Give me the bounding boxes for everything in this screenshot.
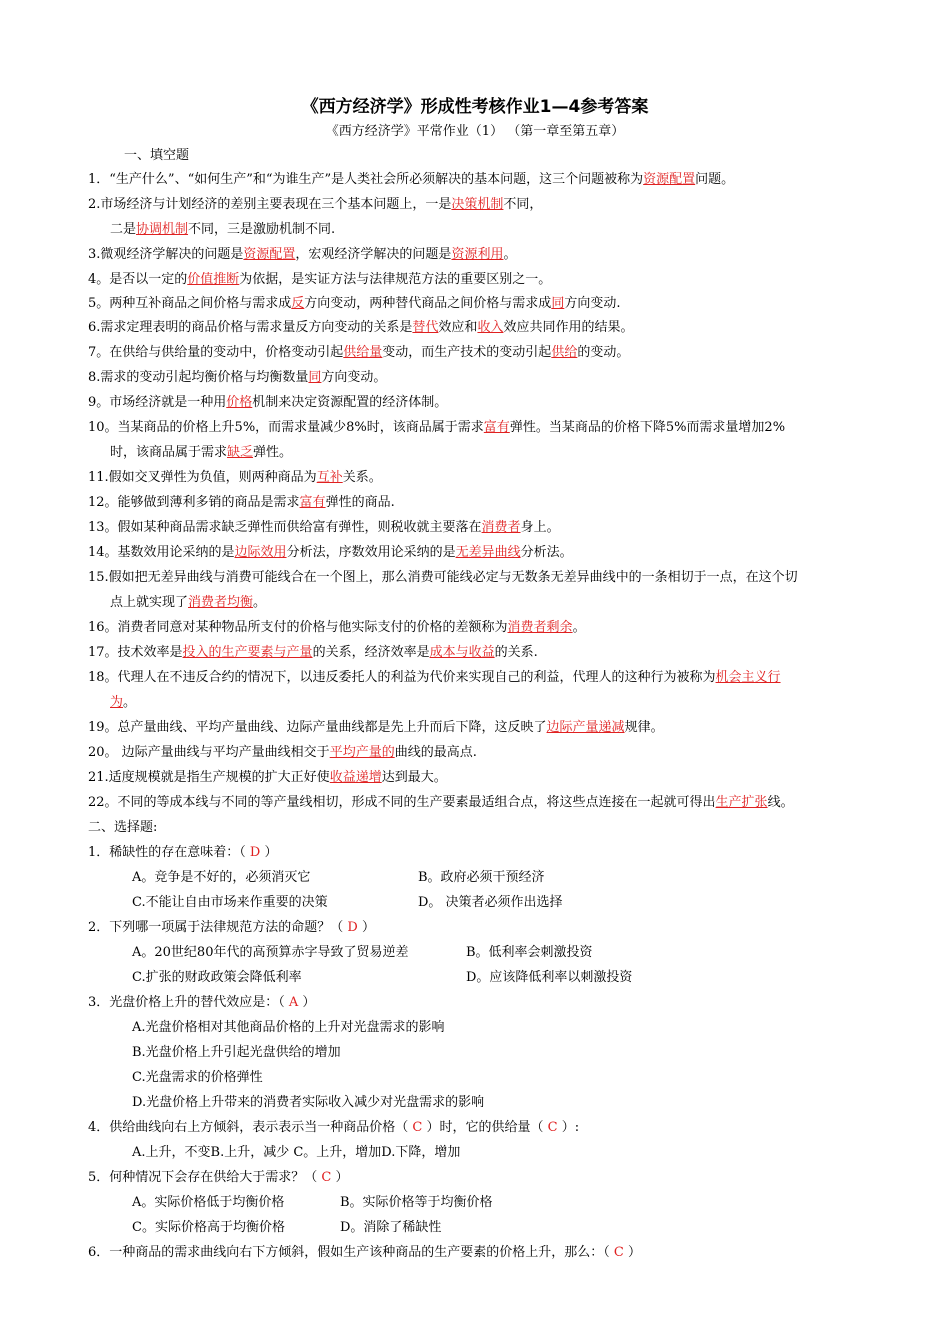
answer-fill: 无差异曲线 [455, 545, 521, 560]
option-right [340, 1218, 441, 1238]
text-segment: D。消除了稀缺性 [340, 1220, 442, 1235]
text-line [132, 1218, 285, 1238]
option-right [418, 893, 563, 913]
text-segment: 时，该商品属于需求 [110, 445, 228, 460]
text-segment: 的变动。 [577, 345, 630, 360]
text-line [124, 146, 189, 166]
text-segment: 身上。 [520, 520, 560, 535]
answer-choice: C [321, 1170, 332, 1185]
text-segment: 10。当某商品的价格上升5%，而需求量减少8%时，该商品属于需求 [88, 420, 484, 435]
text-line [88, 318, 633, 338]
text-line [88, 368, 386, 388]
text-line [88, 818, 157, 838]
text-segment: 达到最大。 [381, 770, 447, 785]
text-segment: 16。消费者同意对某种物品所支付的价格与他实际支付的价格的差额称为 [88, 620, 508, 635]
text-line [88, 668, 781, 688]
answer-fill: 消费者均衡 [188, 595, 254, 610]
text-segment: 21.适度规模就是指生产规模的扩大正好使 [88, 770, 330, 785]
option-right [466, 968, 632, 988]
answer-fill: 消费者剩余 [507, 620, 573, 635]
text-line [88, 1243, 641, 1263]
text-segment: 12。能够做到薄利多销的商品是需求 [88, 495, 300, 510]
text-line [88, 1168, 349, 1188]
text-segment: B。政府必须干预经济 [418, 870, 545, 885]
answer-fill: 替代 [412, 320, 439, 335]
answer-fill: 成本与收益 [429, 645, 495, 660]
text-segment: 13。假如某种商品需求缺乏弹性而供给富有弹性，则税收就主要落在 [88, 520, 482, 535]
text-line [88, 1118, 579, 1138]
answer-fill: 同 [551, 296, 565, 311]
text-segment: B。低利率会刺激投资 [466, 945, 593, 960]
text-segment: 。 [572, 620, 586, 635]
text-segment: 问题。 [695, 172, 735, 187]
text-segment: 2．下列哪一项属于法律规范方法的命题？（ [88, 920, 348, 935]
text-segment: 20。 边际产量曲线与平均产量曲线相交于 [88, 745, 330, 760]
text-segment: 弹性。 [253, 445, 293, 460]
text-segment: D。应该降低利率以刺激投资 [466, 970, 633, 985]
answer-fill: 富有 [299, 495, 326, 510]
text-segment: 4。是否以一定的 [88, 272, 188, 287]
text-segment: 5。两种互补商品之间价格与需求成 [88, 296, 292, 311]
text-line [110, 220, 335, 240]
text-line [110, 443, 292, 463]
text-segment: ） [331, 1170, 349, 1185]
text-segment: 分析法。 [520, 545, 573, 560]
text-segment: B。实际价格等于均衡价格 [340, 1195, 493, 1210]
text-segment: 17。技术效率是 [88, 645, 183, 660]
text-line [88, 418, 785, 438]
text-segment: ，宏观经济学解决的问题是 [295, 247, 452, 262]
text-line [110, 693, 136, 713]
text-line [88, 195, 542, 215]
text-segment: 14。基数效用论采纳的是 [88, 545, 235, 560]
answer-fill: 收入 [477, 320, 504, 335]
text-segment: 不同， [503, 197, 543, 212]
text-segment: 6．一种商品的需求曲线向右下方倾斜，假如生产该种商品的生产要素的价格上升，那么：（ [88, 1245, 614, 1260]
text-segment: B.光盘价格上升引起光盘供给的增加 [132, 1045, 341, 1060]
answer-fill: 价格 [226, 395, 253, 410]
text-line [88, 643, 538, 663]
doc-subtitle: 《西方经济学》平常作业（1） （第一章至第五章） [325, 124, 625, 139]
answer-fill: 消费者 [481, 520, 521, 535]
answer-choice: D [249, 845, 261, 860]
text-segment: ） [260, 845, 278, 860]
answer-choice: D [347, 920, 358, 935]
answer-fill: 机会主义行 [715, 670, 781, 685]
text-line [132, 1093, 484, 1113]
text-segment: 方向变动. [564, 296, 621, 311]
text-segment: 关系。 [342, 470, 382, 485]
answer-choice: C [412, 1120, 423, 1135]
answer-fill: 资源配置 [243, 247, 296, 262]
answer-fill: 同 [308, 370, 322, 385]
text-line [88, 568, 798, 588]
text-line [88, 793, 794, 813]
text-segment: 。 [253, 595, 267, 610]
text-line [88, 618, 586, 638]
text-line [88, 493, 395, 513]
answer-fill: 收益递增 [329, 770, 382, 785]
text-segment: 。 [503, 247, 517, 262]
text-segment: 为依据，是实证方法与法律规范方法的重要区别之一。 [239, 272, 552, 287]
text-segment: A.上升，不变B.上升，减少 C。上升，增加D.下降，增加 [132, 1145, 461, 1160]
answer-choice: C [613, 1245, 624, 1260]
answer-fill: 富有 [483, 420, 510, 435]
doc-title: 《西方经济学》形成性考核作业1—4参考答案 [301, 97, 649, 117]
text-line [88, 245, 516, 265]
answer-fill: 反 [291, 296, 305, 311]
answer-fill: 平均产量的 [329, 745, 395, 760]
answer-fill: 边际产量递减 [546, 720, 625, 735]
text-line [132, 943, 408, 963]
text-line [88, 468, 382, 488]
text-segment: 2.市场经济与计划经济的差别主要表现在三个基本问题上，一是 [88, 197, 452, 212]
text-segment: 不同，三是激励机制不同. [188, 222, 336, 237]
text-line [88, 170, 734, 190]
text-segment: 效应共同作用的结果。 [503, 320, 634, 335]
answer-choice: C [547, 1120, 558, 1135]
text-line [88, 743, 477, 763]
answer-fill: 缺乏 [227, 445, 254, 460]
text-segment: 8.需求的变动引起均衡价格与均衡数量 [88, 370, 309, 385]
text-segment: ）: [557, 1120, 580, 1135]
text-segment: 点上就实现了 [110, 595, 189, 610]
text-segment: 变动，而生产技术的变动引起 [382, 345, 552, 360]
text-segment: 曲线的最高点. [394, 745, 477, 760]
text-segment: C.扩张的财政政策会降低利率 [132, 970, 302, 985]
text-segment: 的关系，经济效率是 [312, 645, 430, 660]
text-segment: 线。 [767, 795, 794, 810]
text-line [88, 518, 560, 538]
text-segment: ）时，它的供给量（ [422, 1120, 548, 1135]
answer-fill: 投入的生产要素与产量 [182, 645, 313, 660]
answer-fill: 价值推断 [187, 272, 240, 287]
text-segment: D。 决策者必须作出选择 [418, 895, 563, 910]
text-segment: 1．“生产什么”、“如何生产”和“为谁生产”是人类社会所必须解决的基本问题，这三个问题被称为 [88, 172, 644, 187]
text-segment: C.光盘需求的价格弹性 [132, 1070, 263, 1085]
text-line [88, 918, 375, 938]
answer-fill: 决策机制 [451, 197, 504, 212]
text-segment: A。实际价格低于均衡价格 [132, 1195, 285, 1210]
text-segment: 二是 [110, 222, 137, 237]
answer-fill: 生产扩张 [715, 795, 768, 810]
option-right [418, 868, 545, 888]
text-segment: 。 [123, 695, 137, 710]
answer-fill: 协调机制 [136, 222, 189, 237]
text-segment: C。实际价格高于均衡价格 [132, 1220, 285, 1235]
text-segment: 11.假如交叉弹性为负值，则两种商品为 [88, 470, 317, 485]
text-segment: 4．供给曲线向右上方倾斜，表示表示当一种商品价格（ [88, 1120, 413, 1135]
text-segment: A.光盘价格相对其他商品价格的上升对光盘需求的影响 [132, 1020, 445, 1035]
text-line [88, 393, 447, 413]
text-segment: A。竞争是不好的，必须消灭它 [132, 870, 311, 885]
text-line [88, 294, 620, 314]
text-line [132, 868, 310, 888]
text-line [88, 718, 664, 738]
text-line [88, 993, 315, 1013]
text-segment: 3.微观经济学解决的问题是 [88, 247, 244, 262]
text-segment: 方向变动，两种替代商品之间价格与需求成 [304, 296, 552, 311]
text-segment: 一、填空题 [124, 148, 190, 163]
text-line [132, 1018, 445, 1038]
answer-fill: 边际效用 [234, 545, 287, 560]
text-segment: 22。不同的等成本线与不同的等产量线相切，形成不同的生产要素最适组合点，将这些点连接在一起就可得出 [88, 795, 716, 810]
text-segment: 18。代理人在不违反合约的情况下，以违反委托人的利益为代价来实现自己的利益，代理人的这种行为被称为 [88, 670, 716, 685]
text-line [132, 1043, 341, 1063]
answer-fill: 为 [110, 695, 124, 710]
text-segment: 机制来决定资源配置的经济体制。 [252, 395, 448, 410]
text-line [132, 1068, 263, 1088]
text-segment: D.光盘价格上升带来的消费者实际收入减少对光盘需求的影响 [132, 1095, 485, 1110]
text-segment: 方向变动。 [321, 370, 387, 385]
text-segment: 1．稀缺性的存在意味着：（ [88, 845, 250, 860]
answer-fill: 资源配置 [643, 172, 696, 187]
option-right [340, 1193, 493, 1213]
text-line [88, 343, 629, 363]
answer-fill: 供给 [551, 345, 578, 360]
text-segment: 弹性。当某商品的价格下降5%而需求量增加2% [509, 420, 786, 435]
answer-fill: 资源利用 [451, 247, 504, 262]
answer-fill: 供给量 [343, 345, 383, 360]
text-segment: C.不能让自由市场来作重要的决策 [132, 895, 328, 910]
text-segment: 规律。 [624, 720, 664, 735]
text-segment: A。20世纪80年代的高预算赤字导致了贸易逆差 [132, 945, 409, 960]
text-segment: ） [357, 920, 375, 935]
text-line [88, 543, 573, 563]
answer-fill: 互补 [316, 470, 343, 485]
text-line [132, 1193, 284, 1213]
text-segment: 6.需求定理表明的商品价格与需求量反方向变动的关系是 [88, 320, 413, 335]
text-segment: 9。市场经济就是一种用 [88, 395, 227, 410]
text-segment: 5．何种情况下会存在供给大于需求？（ [88, 1170, 322, 1185]
text-segment: 7。在供给与供给量的变动中，价格变动引起 [88, 345, 344, 360]
text-line [132, 968, 302, 988]
text-line [88, 843, 277, 863]
text-line [110, 593, 266, 613]
text-segment: ） [623, 1245, 641, 1260]
text-segment: 效应和 [438, 320, 478, 335]
text-line [88, 270, 551, 290]
text-line [132, 1143, 460, 1163]
text-segment: 3．光盘价格上升的替代效应是：（ [88, 995, 289, 1010]
text-segment: 弹性的商品. [325, 495, 395, 510]
text-segment: 15.假如把无差异曲线与消费可能线合在一个图上，那么消费可能线必定与无数条无差异曲线中的一条相切于一点，在这个切 [88, 570, 798, 585]
text-line [132, 893, 328, 913]
answer-choice: A [288, 995, 299, 1010]
text-segment: 19。总产量曲线、平均产量曲线、边际产量曲线都是先上升而后下降，这反映了 [88, 720, 547, 735]
option-right [466, 943, 593, 963]
text-segment: 的关系. [494, 645, 538, 660]
text-segment: 分析法，序数效用论采纳的是 [286, 545, 456, 560]
text-segment: 二、选择题: [88, 820, 158, 835]
text-segment: ） [298, 995, 316, 1010]
text-line [88, 768, 447, 788]
